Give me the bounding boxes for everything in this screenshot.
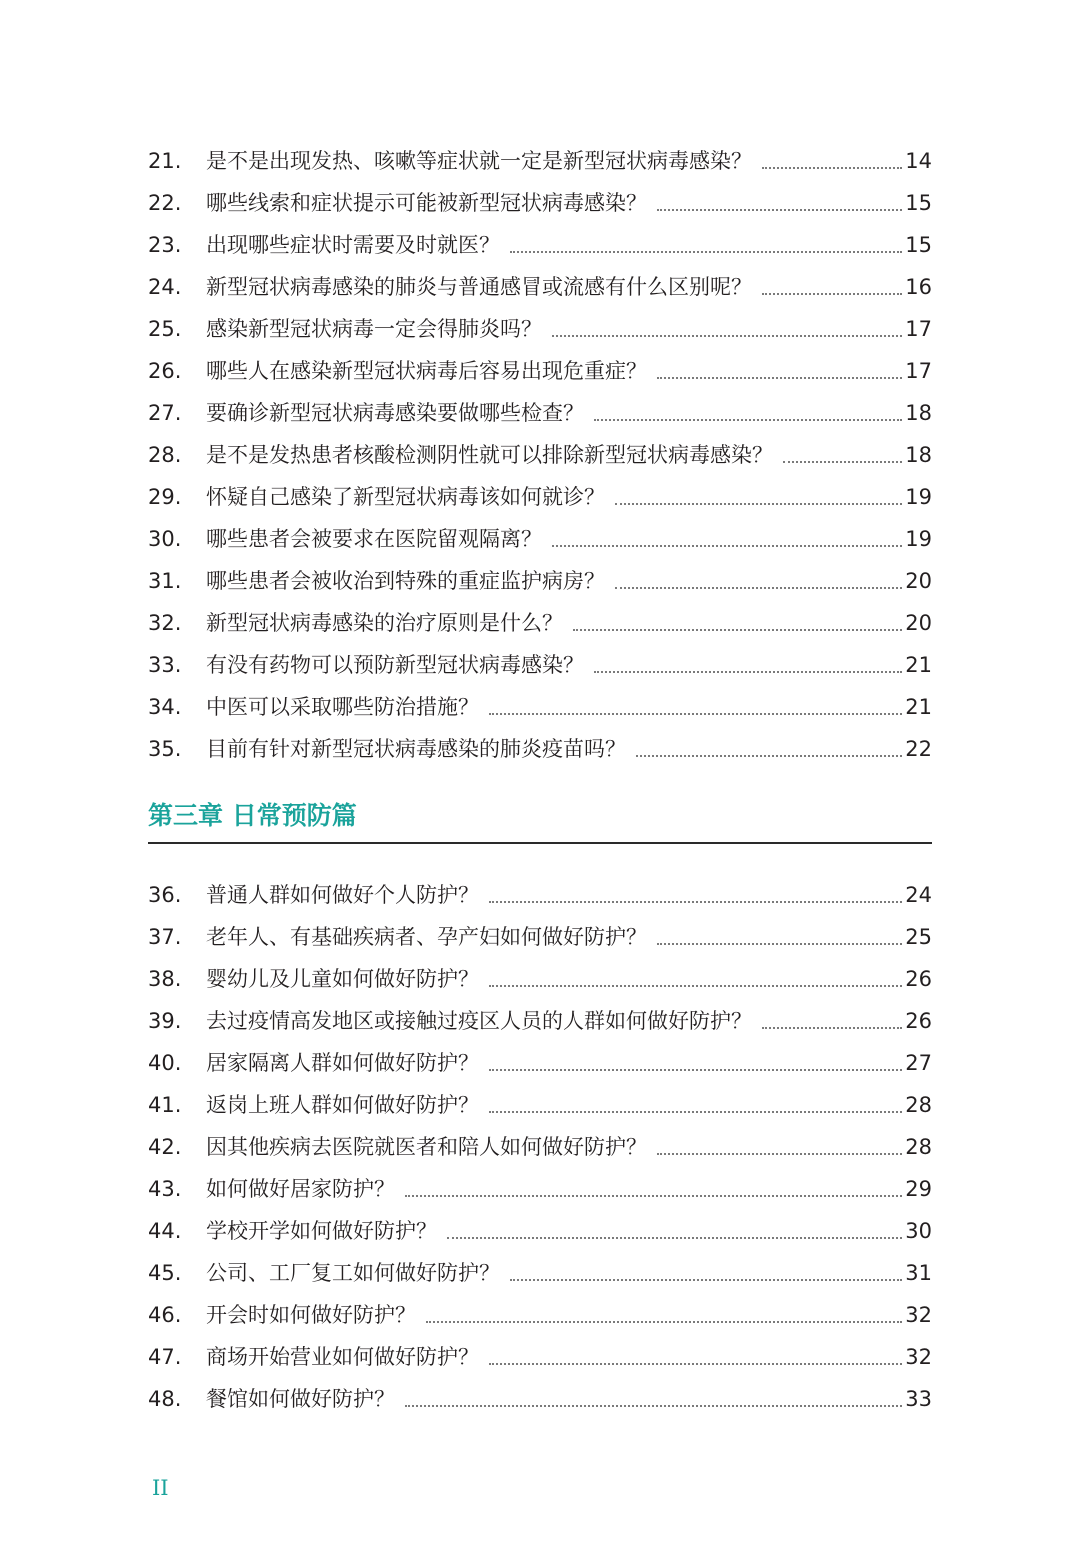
toc-entry-number: 29. (148, 485, 182, 509)
chapter-heading (148, 798, 932, 844)
toc-entry-page: 27 (905, 1051, 932, 1075)
toc-entry[interactable] (148, 1126, 932, 1168)
toc-entry-page: 20 (905, 611, 932, 635)
toc-entry-number: 35. (148, 737, 182, 761)
toc-entry-title: 新型冠状病毒感染的治疗原则是什么？ (206, 611, 563, 635)
toc-entry-number: 25. (148, 317, 182, 341)
toc-entry-number: 28. (148, 443, 182, 467)
toc-entry-page: 18 (905, 443, 932, 467)
toc-entry-title: 居家隔离人群如何做好防护？ (206, 1051, 479, 1075)
toc-entry-page: 26 (905, 967, 932, 991)
toc-entry-number: 24. (148, 275, 182, 299)
dot-leader (657, 1153, 902, 1155)
toc-entry-title: 出现哪些症状时需要及时就医？ (206, 233, 500, 257)
toc-entry[interactable] (148, 1168, 932, 1210)
toc-entry-page: 32 (905, 1303, 932, 1327)
toc-entry-title: 哪些患者会被要求在医院留观隔离？ (206, 527, 542, 551)
toc-entry-title: 有没有药物可以预防新型冠状病毒感染？ (206, 653, 584, 677)
toc-entry-title: 目前有针对新型冠状病毒感染的肺炎疫苗吗？ (206, 737, 626, 761)
toc-entry[interactable] (148, 392, 932, 434)
toc-entry-number: 42. (148, 1135, 182, 1159)
toc-entry-number: 37. (148, 925, 182, 949)
toc-entry[interactable] (148, 140, 932, 182)
dot-leader (783, 461, 902, 463)
toc-entry-title: 感染新型冠状病毒一定会得肺炎吗？ (206, 317, 542, 341)
toc-entry-page: 14 (905, 149, 932, 173)
dot-leader (447, 1237, 902, 1239)
dot-leader (489, 1111, 902, 1113)
toc-entry-number: 47. (148, 1345, 182, 1369)
toc-entry-page: 20 (905, 569, 932, 593)
toc-entry-title: 开会时如何做好防护？ (206, 1303, 416, 1327)
toc-entry-number: 33. (148, 653, 182, 677)
toc-entry-title: 公司、工厂复工如何做好防护？ (206, 1261, 500, 1285)
toc-entry[interactable] (148, 266, 932, 308)
toc-entry-number: 31. (148, 569, 182, 593)
toc-entry[interactable] (148, 224, 932, 266)
toc-entry-number: 21. (148, 149, 182, 173)
toc-entry[interactable] (148, 1294, 932, 1336)
toc-entry-title: 哪些患者会被收治到特殊的重症监护病房？ (206, 569, 605, 593)
toc-entry-title: 怀疑自己感染了新型冠状病毒该如何就诊？ (206, 485, 605, 509)
dot-leader (657, 377, 902, 379)
toc-entry-number: 36. (148, 883, 182, 907)
dot-leader (426, 1321, 902, 1323)
toc-entry-number: 27. (148, 401, 182, 425)
toc-entry-page: 25 (905, 925, 932, 949)
toc-entry-number: 38. (148, 967, 182, 991)
toc-entry[interactable] (148, 1378, 932, 1420)
toc-entry-title: 老年人、有基础疾病者、孕产妇如何做好防护？ (206, 925, 647, 949)
toc-entry[interactable] (148, 874, 932, 916)
toc-entry-title: 哪些线索和症状提示可能被新型冠状病毒感染？ (206, 191, 647, 215)
dot-leader (405, 1195, 902, 1197)
toc-entry-page: 16 (905, 275, 932, 299)
dot-leader (636, 755, 902, 757)
dot-leader (405, 1405, 902, 1407)
toc-entry-page: 15 (905, 233, 932, 257)
toc-entry-page: 19 (905, 527, 932, 551)
toc-entry[interactable] (148, 182, 932, 224)
dot-leader (762, 293, 902, 295)
toc-entry[interactable] (148, 476, 932, 518)
toc-entry-number: 32. (148, 611, 182, 635)
toc-entry-title: 中医可以采取哪些防治措施？ (206, 695, 479, 719)
toc-section-chapter-3 (148, 874, 932, 1420)
toc-entry[interactable] (148, 916, 932, 958)
toc-entry-title: 因其他疾病去医院就医者和陪人如何做好防护？ (206, 1135, 647, 1159)
toc-entry-title: 是不是出现发热、咳嗽等症状就一定是新型冠状病毒感染？ (206, 149, 752, 173)
toc-entry-number: 48. (148, 1387, 182, 1411)
toc-entry-page: 17 (905, 359, 932, 383)
toc-entry-page: 31 (905, 1261, 932, 1285)
toc-entry-number: 26. (148, 359, 182, 383)
toc-entry[interactable] (148, 1084, 932, 1126)
toc-entry-page: 19 (905, 485, 932, 509)
dot-leader (573, 629, 902, 631)
toc-entry[interactable] (148, 1210, 932, 1252)
toc-entry[interactable] (148, 308, 932, 350)
dot-leader (657, 209, 902, 211)
dot-leader (594, 419, 902, 421)
toc-entry-title: 如何做好居家防护？ (206, 1177, 395, 1201)
toc-entry-title: 去过疫情高发地区或接触过疫区人员的人群如何做好防护？ (206, 1009, 752, 1033)
toc-entry-number: 44. (148, 1219, 182, 1243)
dot-leader (762, 1027, 902, 1029)
toc-entry-page: 28 (905, 1135, 932, 1159)
toc-entry-page: 30 (905, 1219, 932, 1243)
toc-entry[interactable] (148, 1252, 932, 1294)
toc-entry-page: 26 (905, 1009, 932, 1033)
dot-leader (489, 1363, 902, 1365)
toc-entry[interactable] (148, 560, 932, 602)
toc-section-chapter-2-continued (148, 140, 932, 770)
toc-entry-number: 34. (148, 695, 182, 719)
dot-leader (489, 901, 902, 903)
toc-entry-number: 41. (148, 1093, 182, 1117)
dot-leader (489, 985, 902, 987)
toc-entry-page: 22 (905, 737, 932, 761)
toc-entry[interactable] (148, 958, 932, 1000)
toc-entry-title: 普通人群如何做好个人防护？ (206, 883, 479, 907)
toc-entry-page: 15 (905, 191, 932, 215)
toc-entry[interactable] (148, 686, 932, 728)
toc-entry-number: 43. (148, 1177, 182, 1201)
toc-entry-number: 46. (148, 1303, 182, 1327)
toc-entry-page: 33 (905, 1387, 932, 1411)
toc-entry-title: 婴幼儿及儿童如何做好防护？ (206, 967, 479, 991)
dot-leader (552, 335, 902, 337)
toc-entry[interactable] (148, 1336, 932, 1378)
dot-leader (489, 1069, 902, 1071)
toc-entry-page: 29 (905, 1177, 932, 1201)
toc-entry-number: 22. (148, 191, 182, 215)
toc-entry-page: 32 (905, 1345, 932, 1369)
toc-entry-page: 21 (905, 653, 932, 677)
toc-entry-number: 39. (148, 1009, 182, 1033)
toc-entry[interactable] (148, 644, 932, 686)
toc-entry-title: 新型冠状病毒感染的肺炎与普通感冒或流感有什么区别呢？ (206, 275, 752, 299)
toc-entry-number: 23. (148, 233, 182, 257)
toc-entry[interactable] (148, 518, 932, 560)
toc-entry-title: 商场开始营业如何做好防护？ (206, 1345, 479, 1369)
toc-entry-page: 28 (905, 1093, 932, 1117)
dot-leader (615, 587, 902, 589)
page-number: II (152, 1476, 169, 1500)
chapter-title: 第三章 日常预防篇 (148, 801, 357, 830)
toc-entry-title: 餐馆如何做好防护？ (206, 1387, 395, 1411)
toc-entry-page: 18 (905, 401, 932, 425)
toc-entry-title: 学校开学如何做好防护？ (206, 1219, 437, 1243)
toc-entry[interactable] (148, 602, 932, 644)
toc-entry-number: 40. (148, 1051, 182, 1075)
toc-entry[interactable] (148, 1000, 932, 1042)
toc-entry-page: 24 (905, 883, 932, 907)
toc-entry-number: 45. (148, 1261, 182, 1285)
toc-entry-page: 17 (905, 317, 932, 341)
dot-leader (510, 251, 902, 253)
dot-leader (615, 503, 902, 505)
dot-leader (489, 713, 902, 715)
dot-leader (657, 943, 902, 945)
dot-leader (510, 1279, 902, 1281)
toc-entry-title: 要确诊新型冠状病毒感染要做哪些检查？ (206, 401, 584, 425)
toc-entry-title: 哪些人在感染新型冠状病毒后容易出现危重症？ (206, 359, 647, 383)
toc-entry[interactable] (148, 434, 932, 476)
toc-entry-page: 21 (905, 695, 932, 719)
toc-entry[interactable] (148, 350, 932, 392)
toc-entry-title: 返岗上班人群如何做好防护？ (206, 1093, 479, 1117)
dot-leader (762, 167, 902, 169)
toc-entry[interactable] (148, 1042, 932, 1084)
dot-leader (594, 671, 902, 673)
dot-leader (552, 545, 902, 547)
toc-entry-number: 30. (148, 527, 182, 551)
toc-entry[interactable] (148, 728, 932, 770)
toc-entry-title: 是不是发热患者核酸检测阴性就可以排除新型冠状病毒感染？ (206, 443, 773, 467)
